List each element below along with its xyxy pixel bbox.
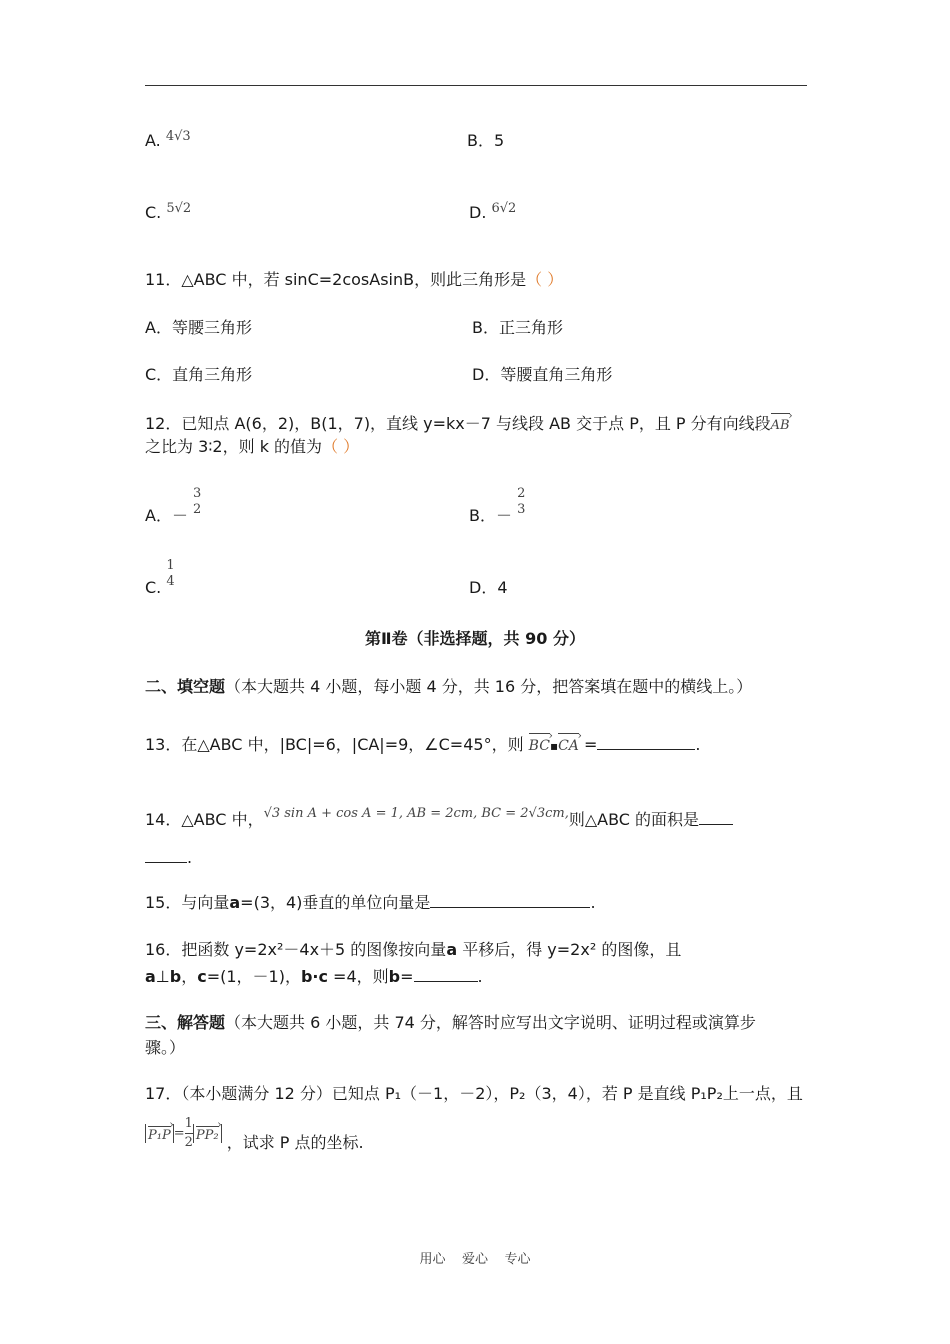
question-stem: 15．与向量 [145, 893, 230, 912]
section-title: 第Ⅱ卷（非选择题，共 90 分） [365, 629, 585, 648]
question-12-line2 [145, 436, 359, 458]
question-stem: =(1，－1)， [206, 967, 301, 986]
option-label: A. [145, 131, 161, 150]
option-label: B．－ [469, 505, 512, 525]
answer-blank [699, 808, 733, 825]
period: . [187, 848, 193, 867]
vector-b: b [169, 967, 182, 986]
vector-a: a [446, 940, 458, 959]
q12-option-d: D．4 [469, 578, 508, 597]
denominator: 4 [166, 574, 175, 589]
question-15 [145, 891, 596, 914]
denominator: 3 [517, 502, 526, 517]
answer-blank [145, 846, 187, 863]
vector-a: a [145, 967, 156, 986]
vector-p1p: P₁P › [148, 1128, 171, 1143]
vector-b: b [388, 967, 401, 986]
option-a-value: 4√3 [165, 129, 191, 144]
numerator: 3 [193, 486, 202, 501]
q12-option-b [469, 486, 526, 525]
answer-blank [414, 965, 478, 982]
q10-option-d [469, 202, 516, 226]
option-c-value: 5√2 [166, 201, 192, 216]
answer-paren: （ ） [322, 437, 360, 456]
section-desc: （本大题共 4 小题，每小题 4 分，共 16 分，把答案填在题中的横线上。） [225, 677, 753, 696]
fill-in-heading [145, 676, 752, 698]
question-14 [145, 808, 733, 833]
vector-ab: AB › [771, 415, 790, 437]
question-stem: 11．△ABC 中，若 sinC=2cosAsinB，则此三角形是 [145, 270, 527, 289]
q10-option-b: B．5 [467, 131, 505, 150]
question-stem: 12．已知点 A(6，2)，B(1，7)，直线 y=kx－7 与线段 AB 交于点 P，且 P 分有向线段 [145, 414, 771, 433]
question-stem: 之比为 3∶2，则 k 的值为 [145, 437, 323, 456]
question-16-line1 [145, 939, 681, 961]
vector-a: a [229, 893, 241, 912]
question-stem: =4，则 [327, 967, 389, 986]
question-17-line1: 17．（本小题满分 12 分）已知点 P₁（－1，－2），P₂（3，4），若 P 是直线 P₁P₂上一点，且 [145, 1084, 803, 1103]
page-footer: 用心 爱心 专心 [419, 1252, 531, 1267]
equals: = [584, 735, 598, 754]
dot-product: b·c [300, 967, 328, 986]
question-stem: 14．△ABC 中， [145, 810, 264, 829]
q10-option-a [145, 130, 191, 154]
q11-option-a: A．等腰三角形 [145, 318, 252, 337]
vector-pp2: PP₂ › [196, 1128, 219, 1143]
denominator: 2 [184, 1135, 193, 1150]
q10-option-c [145, 202, 191, 226]
abs-left [145, 1124, 174, 1143]
fraction-half [185, 1116, 193, 1151]
option-label: D. [469, 203, 487, 222]
option-label: A．－ [145, 505, 188, 525]
header-rule [145, 85, 807, 86]
answer-heading [145, 1012, 756, 1034]
equals: = [400, 967, 414, 986]
numerator: 1 [184, 1116, 193, 1131]
period: . [695, 735, 701, 754]
question-14-cont [145, 846, 192, 869]
period: . [590, 893, 596, 912]
question-16-line2: a⊥b，c=(1，－1)，b·c =4，则b= . [145, 967, 483, 986]
question-stem: 则△ABC 的面积是 [568, 810, 700, 829]
numerator: 2 [517, 486, 526, 501]
option-d-value: 6√2 [491, 201, 517, 216]
vector-bc: BC › [529, 735, 550, 757]
period: . [477, 967, 483, 986]
question-stem: ，试求 P 点的坐标. [226, 1133, 364, 1152]
question-stem: =(3，4)垂直的单位向量是 [240, 893, 431, 912]
question-stem: 16．把函数 y=2x²－4x＋5 的图像按向量 [145, 940, 447, 959]
fraction [193, 486, 201, 518]
question-stem: 13．在△ABC 中，|BC|=6，|CA|=9，∠C=45°，则 [145, 735, 524, 754]
answer-paren: （ ） [526, 270, 564, 289]
question-17-line2 [145, 1116, 364, 1153]
section-desc: （本大题共 6 小题，共 74 分，解答时应写出文字说明、证明过程或演算步 [225, 1013, 756, 1032]
question-12-line1 [145, 413, 790, 437]
abs-right [193, 1124, 222, 1143]
fraction-bar [185, 1133, 193, 1134]
question-stem: 平移后，得 y=2x² 的图像，且 [462, 940, 682, 959]
section-heading: 二、填空题 [145, 677, 226, 696]
q12-option-c [145, 558, 175, 597]
formula: √3 sin A + cos A = 1, AB = 2cm, BC = 2√3cm, [263, 806, 569, 821]
option-label: C. [145, 577, 162, 597]
fraction [517, 486, 525, 518]
answer-blank [597, 733, 695, 750]
question-11 [145, 269, 563, 291]
q12-option-a [145, 486, 202, 525]
section-heading: 三、解答题 [145, 1013, 226, 1032]
answer-desc-cont: 骤。） [145, 1038, 186, 1057]
equals: = [173, 1126, 185, 1141]
answer-blank [430, 891, 590, 908]
q11-option-b: B．正三角形 [472, 318, 563, 337]
fraction [166, 558, 174, 590]
perp-symbol: ⊥ [155, 967, 170, 986]
numerator: 1 [166, 558, 175, 573]
q11-option-c: C．直角三角形 [145, 365, 253, 384]
denominator: 2 [193, 502, 202, 517]
vector-ca: CA › [558, 735, 579, 757]
option-label: C. [145, 203, 162, 222]
question-13: 13．在△ABC 中，|BC|=6，|CA|=9，∠C=45°，则 BC ›▪CA › = . [145, 733, 701, 757]
vector-c: c [197, 967, 207, 986]
q11-option-d: D．等腰直角三角形 [472, 365, 613, 384]
